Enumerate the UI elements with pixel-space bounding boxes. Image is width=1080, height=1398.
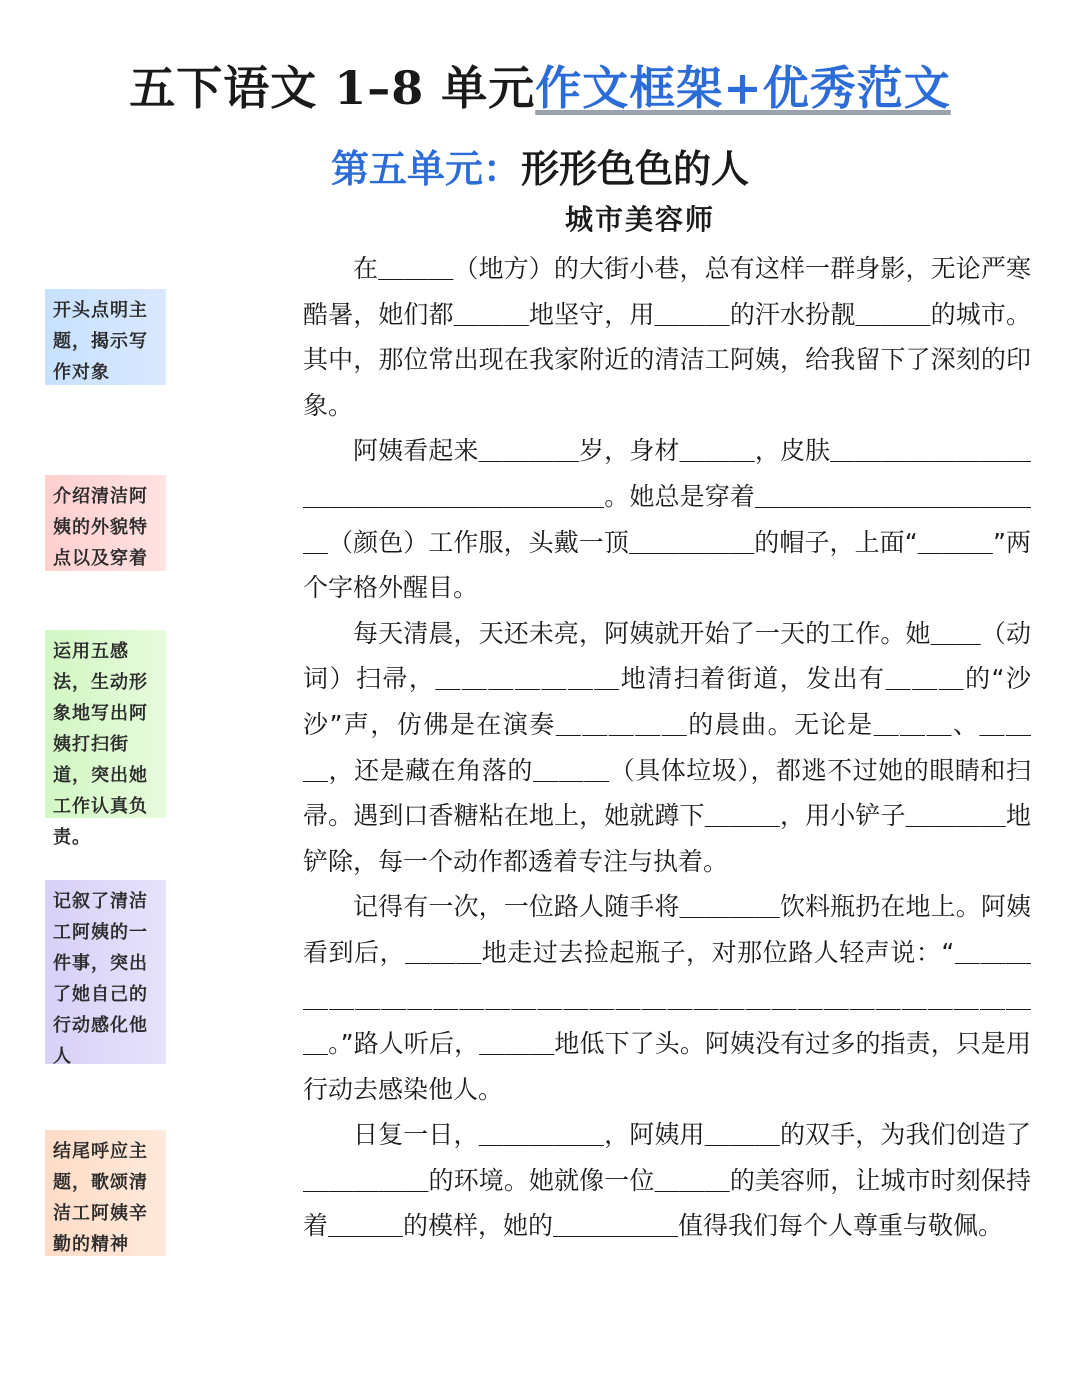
essay-title: 城市美容师 [565, 203, 716, 236]
unit-label: 第五单元： [330, 146, 521, 191]
essay-paragraph: 记得有一次，一位路人随手将＿＿＿＿饮料瓶扔在地上。阿姨看到后，＿＿＿地走过去捡起瓶子，对那位路人轻声说：“＿＿＿＿＿＿＿＿＿＿＿＿＿＿＿＿＿＿＿＿＿＿＿＿＿＿＿＿＿＿＿＿。”路人听后，＿＿＿地低下了头。阿姨没有过多的指责，只是用行动去感染他人。 [303, 892, 1031, 1104]
annotation-note: 记叙了清洁工阿姨的一件事，突出了她自己的行动感化他人 [45, 880, 166, 1064]
title-main: 五下语文 1–8 单元 [129, 61, 536, 115]
unit-heading [0, 138, 1080, 193]
essay-paragraph: 在＿＿＿（地方）的大街小巷，总有这样一群身影，无论严寒酷暑，她们都＿＿＿地坚守，用＿＿＿的汗水扮靓＿＿＿的城市。其中，那位常出现在我家附近的清洁工阿姨，给我留下了深刻的印象。 [303, 254, 1031, 420]
essay-paragraph: 每天清晨，天还未亮，阿姨就开始了一天的工作。她＿＿（动词）扫帚，＿＿＿＿＿＿＿地清扫着街道，发出有＿＿＿的“沙沙”声，仿佛是在演奏＿＿＿＿＿的晨曲。无论是＿＿＿、＿＿＿，还是藏在角落的＿＿＿（具体垃圾），都逃不过她的眼睛和扫帚。遇到口香糖粘在地上，她就蹲下＿＿＿，用小铲子＿＿＿＿地铲除，每一个动作都透着专注与执着。 [303, 618, 1031, 876]
annotation-note: 介绍清洁阿姨的外貌特点以及穿着 [45, 475, 166, 571]
page-title [0, 52, 1080, 118]
annotation-note: 开头点明主题，揭示写作对象 [45, 289, 166, 385]
essay-paragraph: 阿姨看起来＿＿＿＿岁，身材＿＿＿，皮肤＿＿＿＿＿＿＿＿＿＿＿＿＿＿＿＿＿＿＿＿。她总是穿着＿＿＿＿＿＿＿＿＿＿＿＿（颜色）工作服，头戴一顶＿＿＿＿＿的帽子，上面“＿＿＿”两个字格外醒目。 [303, 436, 1031, 603]
annotation-note: 运用五感法，生动形象地写出阿姨打扫街道，突出她工作认真负责。 [45, 630, 166, 818]
annotation-note: 结尾呼应主题，歌颂清洁工阿姨辛勤的精神 [45, 1130, 166, 1256]
essay-body [303, 246, 1031, 1249]
title-highlight: 作文框架+优秀范文 [535, 61, 951, 115]
unit-topic: 形形色色的人 [521, 146, 750, 191]
essay-paragraph: 日复一日，＿＿＿＿＿，阿姨用＿＿＿的双手，为我们创造了＿＿＿＿＿的环境。她就像一位＿＿＿的美容师，让城市时刻保持着＿＿＿的模样，她的＿＿＿＿＿值得我们每个人尊重与敬佩。 [303, 1120, 1031, 1241]
